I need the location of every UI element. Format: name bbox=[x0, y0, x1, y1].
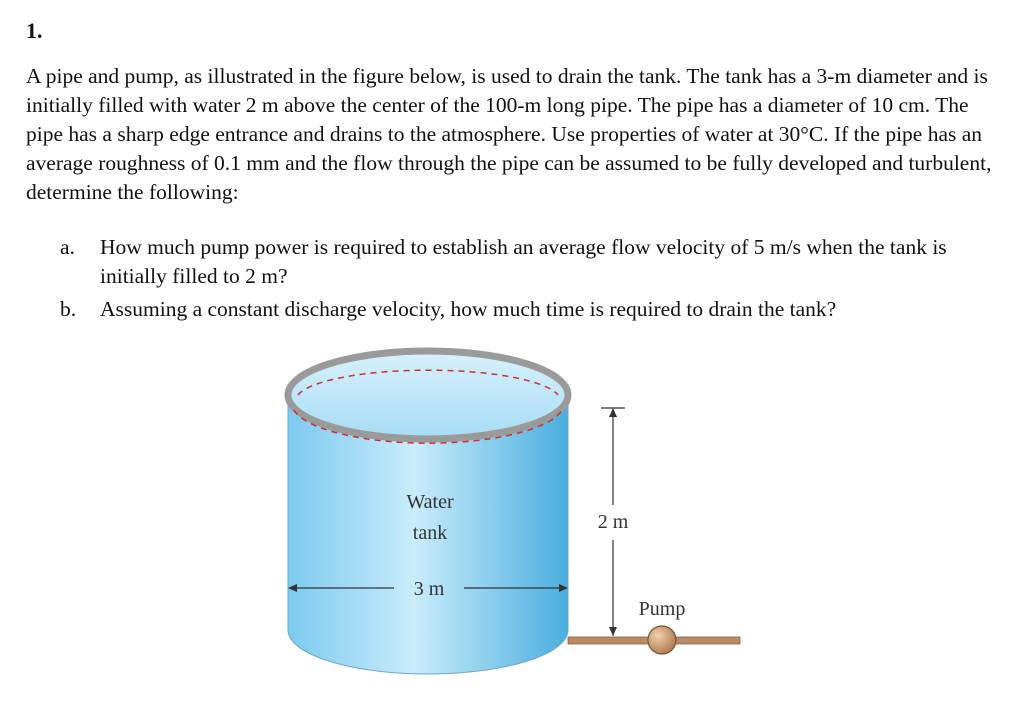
height-arrow-top bbox=[609, 408, 617, 417]
tank-label-tank: tank bbox=[412, 522, 448, 544]
pump-label: Pump bbox=[638, 598, 686, 620]
diameter-label: 3 m bbox=[413, 578, 445, 600]
question-text: Assuming a constant discharge velocity, how much time is required to drain the tank? bbox=[100, 297, 837, 321]
problem-statement: A pipe and pump, as illustrated in the figure below, is used to drain the tank. The tank has a 3-m diameter and is initially filled with water 2 m above the center of the 100-m long pipe. The pipe has a diameter of 10 cm. The pipe has a sharp edge entrance and drains to the atmosphere. Use properties of water at 30°C. If the pipe has an average roughness of 0.1 mm and the flow through the pipe can be assumed to be fully developed and turbulent, determine the following: bbox=[26, 64, 992, 204]
question-marker: b. bbox=[60, 297, 77, 321]
pump-icon bbox=[648, 626, 676, 654]
question-marker: a. bbox=[60, 235, 75, 259]
tank-pump-figure bbox=[270, 340, 750, 710]
height-label: 2 m bbox=[597, 511, 629, 533]
tank-label-water: Water bbox=[406, 491, 454, 513]
question-text: How much pump power is required to establish an average flow velocity of 5 m/s when the tank is initially filled to 2 m? bbox=[100, 235, 947, 288]
problem-number: 1. bbox=[26, 18, 43, 43]
tank-top-rim bbox=[288, 351, 568, 439]
question-a bbox=[60, 233, 990, 291]
height-arrow-bottom bbox=[609, 627, 617, 636]
question-b bbox=[60, 295, 990, 324]
question-list bbox=[60, 233, 990, 328]
